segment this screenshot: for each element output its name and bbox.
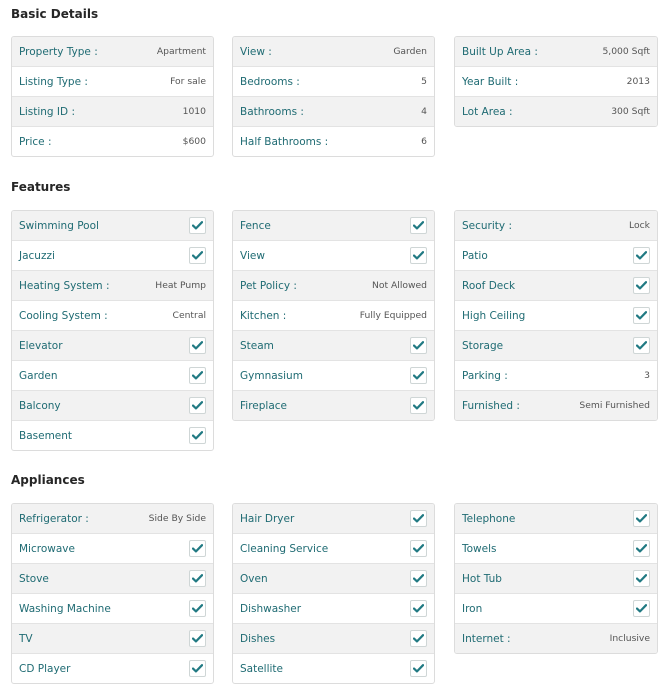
feature-row-listing-type — [12, 66, 213, 96]
feature-row-storage — [455, 330, 657, 360]
row-label: Roof Deck — [462, 279, 516, 292]
check-icon — [410, 630, 427, 647]
feature-row-fireplace — [233, 390, 434, 420]
row-label: Hot Tub — [462, 572, 502, 585]
feature-row-price — [12, 126, 213, 156]
basic-details-column-2 — [232, 36, 435, 157]
check-icon — [410, 540, 427, 557]
feature-row-pet-policy — [233, 270, 434, 300]
feature-row-view — [233, 240, 434, 270]
row-label: Fireplace — [240, 399, 287, 412]
row-label: Satellite — [240, 662, 284, 675]
row-label: Built Up Area : — [462, 45, 538, 58]
feature-row-security — [455, 211, 657, 240]
feature-row-half-bathrooms — [233, 126, 434, 156]
section-title-appliances: Appliances — [11, 473, 85, 487]
row-value: 4 — [421, 106, 427, 117]
feature-row-lot-area — [455, 96, 657, 126]
check-icon — [410, 570, 427, 587]
row-value: Lock — [629, 220, 650, 231]
feature-row-year-built — [455, 66, 657, 96]
feature-row-towels — [455, 533, 657, 563]
row-label: Year Built : — [462, 75, 519, 88]
check-icon — [189, 247, 206, 264]
feature-row-swimming-pool — [12, 211, 213, 240]
row-value: $600 — [182, 136, 206, 147]
section-title-features: Features — [11, 180, 71, 194]
row-value: Inclusive — [609, 633, 650, 644]
row-label: Heating System : — [19, 279, 110, 292]
feature-row-microwave — [12, 533, 213, 563]
check-icon — [189, 337, 206, 354]
row-label: Basement — [19, 429, 73, 442]
section-title-basic-details: Basic Details — [11, 7, 99, 21]
check-icon — [189, 367, 206, 384]
row-label: Dishes — [240, 632, 276, 645]
row-label: Half Bathrooms : — [240, 135, 329, 148]
row-label: Steam — [240, 339, 274, 352]
check-icon — [633, 570, 650, 587]
row-value: 3 — [644, 370, 650, 381]
feature-row-heating-system — [12, 270, 213, 300]
row-label: Pet Policy : — [240, 279, 297, 292]
feature-row-garden — [12, 360, 213, 390]
appliances-column-2 — [232, 503, 435, 684]
row-value: Apartment — [156, 46, 206, 57]
feature-row-gymnasium — [233, 360, 434, 390]
row-label: Storage — [462, 339, 504, 352]
check-icon — [410, 247, 427, 264]
row-label: Lot Area : — [462, 105, 513, 118]
check-icon — [189, 397, 206, 414]
feature-row-cleaning-service — [233, 533, 434, 563]
row-value: 1010 — [182, 106, 206, 117]
feature-row-jacuzzi — [12, 240, 213, 270]
feature-row-listing-id — [12, 96, 213, 126]
feature-row-balcony — [12, 390, 213, 420]
row-value: 2013 — [626, 76, 650, 87]
row-label: Bedrooms : — [240, 75, 300, 88]
check-icon — [189, 630, 206, 647]
check-icon — [410, 397, 427, 414]
row-label: Dishwasher — [240, 602, 302, 615]
feature-row-roof-deck — [455, 270, 657, 300]
feature-row-kitchen — [233, 300, 434, 330]
check-icon — [633, 540, 650, 557]
row-label: Telephone — [462, 512, 516, 525]
row-label: View : — [240, 45, 272, 58]
feature-row-view — [233, 37, 434, 66]
feature-row-satellite — [233, 653, 434, 683]
row-label: Price : — [19, 135, 52, 148]
row-value: 6 — [421, 136, 427, 147]
row-label: Fence — [240, 219, 271, 232]
feature-row-bedrooms — [233, 66, 434, 96]
feature-row-parking — [455, 360, 657, 390]
feature-row-washing-machine — [12, 593, 213, 623]
feature-row-elevator — [12, 330, 213, 360]
row-label: Listing ID : — [19, 105, 75, 118]
features-column-3 — [454, 210, 658, 421]
row-label: TV — [19, 632, 33, 645]
feature-row-iron — [455, 593, 657, 623]
row-value: Side By Side — [148, 513, 206, 524]
features-column-1 — [11, 210, 214, 451]
row-label: Internet : — [462, 632, 511, 645]
row-label: Hair Dryer — [240, 512, 295, 525]
feature-row-cooling-system — [12, 300, 213, 330]
row-label: Iron — [462, 602, 483, 615]
row-label: Garden — [19, 369, 58, 382]
check-icon — [633, 337, 650, 354]
row-label: Swimming Pool — [19, 219, 99, 232]
row-label: Oven — [240, 572, 268, 585]
check-icon — [189, 217, 206, 234]
check-icon — [189, 660, 206, 677]
feature-row-built-up-area — [455, 37, 657, 66]
feature-row-furnished — [455, 390, 657, 420]
feature-row-internet — [455, 623, 657, 653]
check-icon — [633, 277, 650, 294]
feature-row-basement — [12, 420, 213, 450]
row-value: 300 Sqft — [611, 106, 650, 117]
row-label: Stove — [19, 572, 49, 585]
check-icon — [410, 337, 427, 354]
row-value: Garden — [393, 46, 427, 57]
feature-row-fence — [233, 211, 434, 240]
row-label: Property Type : — [19, 45, 98, 58]
feature-row-refrigerator — [12, 504, 213, 533]
feature-row-high-ceiling — [455, 300, 657, 330]
check-icon — [410, 510, 427, 527]
check-icon — [189, 570, 206, 587]
row-label: Washing Machine — [19, 602, 111, 615]
feature-row-property-type — [12, 37, 213, 66]
check-icon — [633, 307, 650, 324]
check-icon — [633, 247, 650, 264]
row-label: Parking : — [462, 369, 508, 382]
basic-details-column-3 — [454, 36, 658, 127]
feature-row-tv — [12, 623, 213, 653]
feature-row-dishes — [233, 623, 434, 653]
row-value: 5 — [421, 76, 427, 87]
row-value: 5,000 Sqft — [602, 46, 650, 57]
row-label: Refrigerator : — [19, 512, 89, 525]
feature-row-bathrooms — [233, 96, 434, 126]
row-value: Fully Equipped — [359, 310, 427, 321]
check-icon — [189, 600, 206, 617]
row-label: View — [240, 249, 265, 262]
row-value: Heat Pump — [155, 280, 206, 291]
check-icon — [633, 510, 650, 527]
basic-details-column-1 — [11, 36, 214, 157]
row-label: Patio — [462, 249, 488, 262]
row-label: Cleaning Service — [240, 542, 329, 555]
row-value: Semi Furnished — [579, 400, 650, 411]
features-column-2 — [232, 210, 435, 421]
feature-row-steam — [233, 330, 434, 360]
check-icon — [410, 217, 427, 234]
row-value: Not Allowed — [371, 280, 427, 291]
row-value: For sale — [170, 76, 206, 87]
row-label: Balcony — [19, 399, 61, 412]
row-label: Listing Type : — [19, 75, 88, 88]
row-label: Elevator — [19, 339, 63, 352]
feature-row-telephone — [455, 504, 657, 533]
appliances-column-3 — [454, 503, 658, 654]
row-label: Microwave — [19, 542, 75, 555]
feature-row-hair-dryer — [233, 504, 434, 533]
check-icon — [410, 600, 427, 617]
feature-row-dishwasher — [233, 593, 434, 623]
feature-row-patio — [455, 240, 657, 270]
feature-row-cd-player — [12, 653, 213, 683]
appliances-column-1 — [11, 503, 214, 684]
row-label: High Ceiling — [462, 309, 526, 322]
row-label: CD Player — [19, 662, 71, 675]
row-label: Security : — [462, 219, 512, 232]
row-label: Bathrooms : — [240, 105, 304, 118]
row-label: Jacuzzi — [19, 249, 55, 262]
check-icon — [633, 600, 650, 617]
check-icon — [410, 660, 427, 677]
row-label: Kitchen : — [240, 309, 287, 322]
check-icon — [189, 427, 206, 444]
row-value: Central — [172, 310, 206, 321]
row-label: Gymnasium — [240, 369, 303, 382]
feature-row-oven — [233, 563, 434, 593]
row-label: Cooling System : — [19, 309, 108, 322]
feature-row-hot-tub — [455, 563, 657, 593]
check-icon — [410, 367, 427, 384]
row-label: Towels — [462, 542, 497, 555]
feature-row-stove — [12, 563, 213, 593]
row-label: Furnished : — [462, 399, 520, 412]
check-icon — [189, 540, 206, 557]
